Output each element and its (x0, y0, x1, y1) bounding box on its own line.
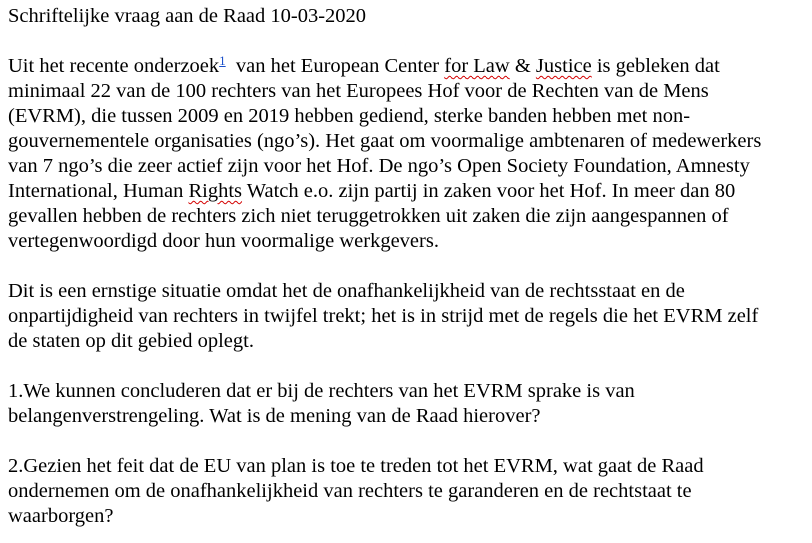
text-line: onpartijdigheid van rechters in twijfel trekt; het is in strijd met de regels die het EVRM zelf (8, 305, 759, 327)
question-1 (8, 379, 812, 429)
text-line: 2.Gezien het feit dat de EU van plan is toe te treden tot het EVRM, wat gaat de Raad (8, 455, 704, 477)
text-line: van 7 ngo’s die zeer actief zijn voor het Hof. De ngo’s Open Society Foundation, Amnesty (8, 155, 750, 177)
text-line (8, 54, 812, 79)
spellcheck-flagged-word: Rights (188, 180, 243, 202)
text-line: belangenverstrengeling. Wat is de mening van de Raad hierover? (8, 405, 541, 427)
text-segment: International, Human (8, 180, 189, 202)
text-segment: Uit het recente onderzoek (8, 55, 220, 77)
text-segment: Watch e.o. zijn partij in zaken voor het Hof. In meer dan 80 (242, 180, 736, 202)
text-line: Dit is een ernstige situatie omdat het de onafhankelijkheid van de rechtsstaat en de (8, 280, 685, 302)
footnote-reference-link[interactable]: 1 (219, 53, 226, 68)
spellcheck-flagged-word: Justice (535, 55, 592, 77)
document-title: Schriftelijke vraag aan de Raad 10-03-2020 (8, 5, 367, 27)
text-line: (EVRM), die tussen 2009 en 2019 hebben gediend, sterke banden hebben met non- (8, 105, 691, 127)
text-line: ondernemen om de onafhankelijkheid van rechters te garanderen en de rechtstaat te (8, 480, 692, 502)
text-line: 1.We kunnen concluderen dat er bij de rechters van het EVRM sprake is van (8, 380, 635, 402)
document-page (8, 0, 812, 529)
text-line: minimaal 22 van de 100 rechters van het Europees Hof voor de Rechten van de Mens (8, 80, 709, 102)
text-line: waarborgen? (8, 505, 114, 527)
text-line: gevallen hebben de rechters zich niet teruggetrokken uit zaken die zijn aangespannen of (8, 205, 729, 227)
text-line: de staten op dit gebied oplegt. (8, 330, 254, 352)
text-line: gouvernementele organisaties (ngo’s). Het gaat om voormalige ambtenaren of medewerkers (8, 130, 762, 152)
spellcheck-flagged-word: for Law (444, 55, 510, 77)
question-2 (8, 454, 812, 529)
text-segment: & (509, 55, 536, 77)
text-line: vertegenwoordigd door hun voormalige werkgevers. (8, 230, 439, 252)
paragraph-seriousness (8, 279, 812, 354)
text-segment: is gebleken dat (591, 55, 720, 77)
paragraph-research-findings (8, 54, 812, 254)
text-segment: van het European Center (225, 55, 445, 77)
text-line (8, 179, 812, 204)
